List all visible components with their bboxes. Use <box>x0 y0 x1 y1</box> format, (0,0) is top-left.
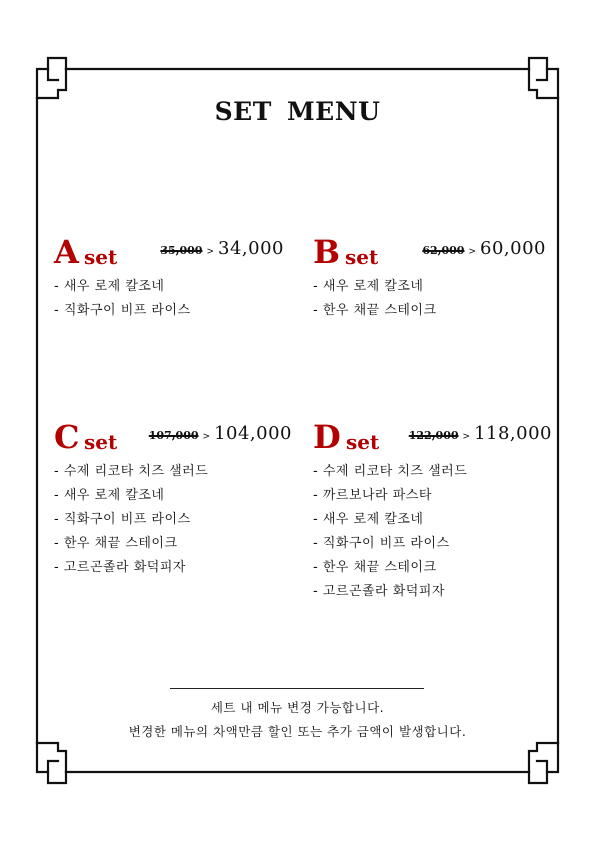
set-header <box>313 228 546 271</box>
list-item: - 직화구이 비프 라이스 <box>54 303 191 318</box>
list-item: - 고르곤졸라 화덕피자 <box>54 560 186 575</box>
set-letter: A <box>54 233 79 271</box>
footer-note-line2: 변경한 메뉴의 차액만큼 할인 또는 추가 금액이 발생합니다. <box>128 724 467 739</box>
menu-item-list <box>54 460 292 580</box>
arrow: > <box>462 432 471 442</box>
set-letter: C <box>54 418 80 456</box>
divider <box>170 688 424 689</box>
set-letter: B <box>313 233 341 271</box>
list-item: - 까르보나라 파스타 <box>313 488 432 503</box>
arrow: > <box>202 432 211 442</box>
new-price: 60,000 <box>480 238 546 259</box>
set-c-card <box>54 413 292 580</box>
price <box>422 239 546 262</box>
set-word: set <box>84 245 118 269</box>
menu-item-list <box>54 275 284 323</box>
list-item: - 수제 리코타 치즈 샐러드 <box>313 464 468 479</box>
list-item: - 한우 채끝 스테이크 <box>313 560 437 575</box>
list-item: - 고르곤졸라 화덕피자 <box>313 584 445 599</box>
set-d-card <box>313 413 552 604</box>
list-item: - 새우 로제 칼조네 <box>313 512 424 527</box>
list-item: - 새우 로제 칼조네 <box>54 279 165 294</box>
old-price: 107,000 <box>148 429 199 442</box>
footer-note-line1: 세트 내 메뉴 변경 가능합니다. <box>210 700 385 715</box>
new-price: 104,000 <box>214 423 292 444</box>
set-header <box>313 413 552 456</box>
page-title: SET MENU <box>214 97 381 126</box>
list-item: - 직화구이 비프 라이스 <box>313 536 450 551</box>
set-a-card <box>54 228 284 323</box>
set-word: set <box>346 430 380 454</box>
list-item: - 새우 로제 칼조네 <box>54 488 165 503</box>
set-header <box>54 413 292 456</box>
price <box>160 239 284 262</box>
set-letter: D <box>313 418 341 456</box>
price <box>149 424 292 447</box>
set-b-card <box>313 228 546 323</box>
old-price: 62,000 <box>422 244 465 257</box>
arrow: > <box>468 247 477 257</box>
list-item: - 직화구이 비프 라이스 <box>54 512 191 527</box>
arrow: > <box>206 247 215 257</box>
old-price: 35,000 <box>160 244 203 257</box>
list-item: - 한우 채끝 스테이크 <box>54 536 178 551</box>
set-header <box>54 228 284 271</box>
list-item: - 새우 로제 칼조네 <box>313 279 424 294</box>
menu-item-list <box>313 275 546 323</box>
old-price: 122,000 <box>408 429 459 442</box>
list-item: - 수제 리코타 치즈 샐러드 <box>54 464 209 479</box>
set-word: set <box>345 245 379 269</box>
new-price: 118,000 <box>474 423 552 444</box>
new-price: 34,000 <box>218 238 284 259</box>
price <box>409 424 552 447</box>
menu-item-list <box>313 460 552 604</box>
set-word: set <box>84 430 118 454</box>
list-item: - 한우 채끝 스테이크 <box>313 303 437 318</box>
